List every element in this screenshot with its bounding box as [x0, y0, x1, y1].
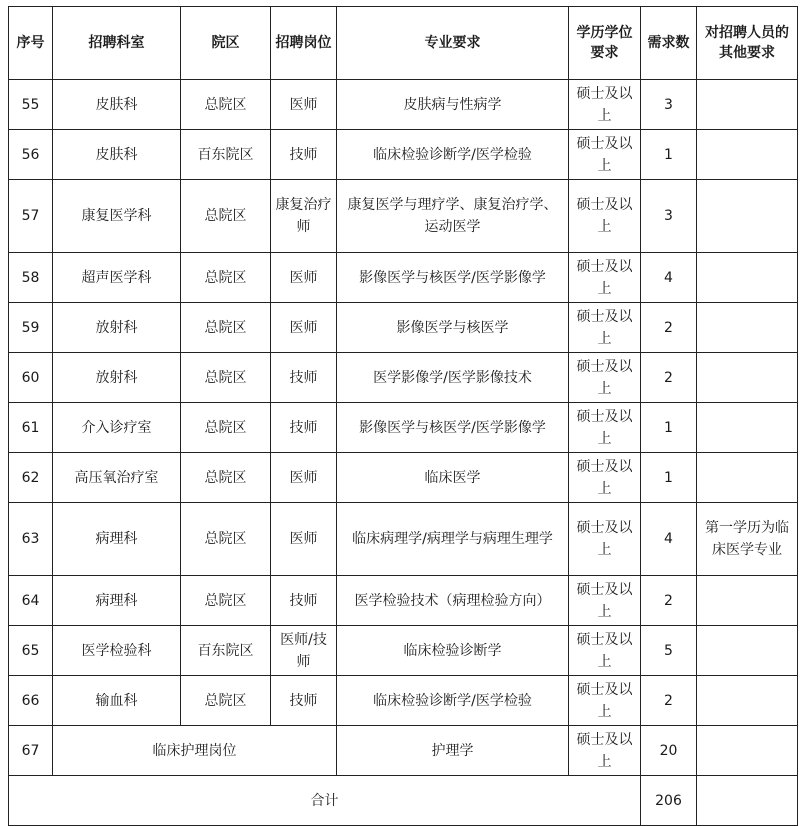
cell-dept: 病理科	[53, 576, 181, 626]
cell-degree: 硕士及以上	[569, 353, 641, 403]
header-degree: 学历学位要求	[569, 7, 641, 80]
cell-count: 5	[641, 626, 697, 676]
total-row	[9, 776, 798, 826]
cell-post: 医师	[271, 303, 337, 353]
cell-post: 医师/技师	[271, 626, 337, 676]
cell-major: 护理学	[337, 726, 569, 776]
cell-count: 2	[641, 353, 697, 403]
cell-seq: 61	[9, 403, 53, 453]
cell-campus: 总院区	[181, 253, 271, 303]
cell-degree: 硕士及以上	[569, 303, 641, 353]
cell-seq: 57	[9, 180, 53, 253]
cell-other	[697, 80, 798, 130]
cell-other	[697, 626, 798, 676]
cell-count: 4	[641, 253, 697, 303]
cell-seq: 59	[9, 303, 53, 353]
cell-post: 医师	[271, 253, 337, 303]
cell-dept: 放射科	[53, 353, 181, 403]
cell-degree: 硕士及以上	[569, 676, 641, 726]
cell-dept: 超声医学科	[53, 253, 181, 303]
cell-post: 医师	[271, 80, 337, 130]
cell-major: 临床病理学/病理学与病理生理学	[337, 503, 569, 576]
cell-seq: 66	[9, 676, 53, 726]
cell-dept: 输血科	[53, 676, 181, 726]
cell-count: 2	[641, 676, 697, 726]
table-row	[9, 180, 798, 253]
header-other: 对招聘人员的其他要求	[697, 7, 798, 80]
cell-major: 临床检验诊断学/医学检验	[337, 676, 569, 726]
cell-other	[697, 576, 798, 626]
cell-campus: 总院区	[181, 353, 271, 403]
cell-count: 1	[641, 130, 697, 180]
cell-seq: 64	[9, 576, 53, 626]
cell-campus: 总院区	[181, 503, 271, 576]
cell-dept: 皮肤科	[53, 130, 181, 180]
cell-campus: 百东院区	[181, 130, 271, 180]
cell-degree: 硕士及以上	[569, 403, 641, 453]
cell-major: 康复医学与理疗学、康复治疗学、运动医学	[337, 180, 569, 253]
cell-seq: 56	[9, 130, 53, 180]
cell-other	[697, 253, 798, 303]
cell-dept: 介入诊疗室	[53, 403, 181, 453]
cell-major: 皮肤病与性病学	[337, 80, 569, 130]
table-row	[9, 130, 798, 180]
cell-count: 20	[641, 726, 697, 776]
table-row	[9, 353, 798, 403]
header-post: 招聘岗位	[271, 7, 337, 80]
cell-dept: 病理科	[53, 503, 181, 576]
cell-other	[697, 303, 798, 353]
cell-post: 医师	[271, 503, 337, 576]
cell-major: 医学影像学/医学影像技术	[337, 353, 569, 403]
cell-dept: 高压氧治疗室	[53, 453, 181, 503]
table-row	[9, 453, 798, 503]
cell-campus: 总院区	[181, 303, 271, 353]
cell-count: 2	[641, 303, 697, 353]
cell-post: 医师	[271, 453, 337, 503]
table-row	[9, 503, 798, 576]
cell-major: 影像医学与核医学/医学影像学	[337, 403, 569, 453]
cell-other	[697, 130, 798, 180]
cell-dept: 皮肤科	[53, 80, 181, 130]
cell-seq: 65	[9, 626, 53, 676]
cell-seq: 63	[9, 503, 53, 576]
cell-degree: 硕士及以上	[569, 576, 641, 626]
table-row	[9, 80, 798, 130]
cell-major: 医学检验技术（病理检验方向）	[337, 576, 569, 626]
cell-campus: 总院区	[181, 453, 271, 503]
cell-degree: 硕士及以上	[569, 180, 641, 253]
cell-count: 1	[641, 403, 697, 453]
cell-post: 技师	[271, 353, 337, 403]
cell-count: 2	[641, 576, 697, 626]
cell-campus: 总院区	[181, 676, 271, 726]
cell-post: 技师	[271, 130, 337, 180]
header-count: 需求数	[641, 7, 697, 80]
cell-post: 技师	[271, 403, 337, 453]
cell-major: 临床检验诊断学/医学检验	[337, 130, 569, 180]
cell-count: 4	[641, 503, 697, 576]
cell-major: 临床医学	[337, 453, 569, 503]
cell-other	[697, 726, 798, 776]
cell-other	[697, 180, 798, 253]
cell-campus: 总院区	[181, 180, 271, 253]
header-major: 专业要求	[337, 7, 569, 80]
cell-degree: 硕士及以上	[569, 80, 641, 130]
cell-other	[697, 453, 798, 503]
cell-degree: 硕士及以上	[569, 253, 641, 303]
table-row	[9, 303, 798, 353]
table-row	[9, 403, 798, 453]
cell-other	[697, 353, 798, 403]
table-row	[9, 676, 798, 726]
recruitment-table	[8, 6, 798, 826]
cell-other: 第一学历为临床医学专业	[697, 503, 798, 576]
total-other	[697, 776, 798, 826]
total-count: 206	[641, 776, 697, 826]
cell-dept: 康复医学科	[53, 180, 181, 253]
cell-major: 影像医学与核医学	[337, 303, 569, 353]
cell-post: 技师	[271, 576, 337, 626]
table-row	[9, 626, 798, 676]
cell-post: 技师	[271, 676, 337, 726]
header-dept: 招聘科室	[53, 7, 181, 80]
cell-count: 1	[641, 453, 697, 503]
table-row	[9, 576, 798, 626]
cell-other	[697, 403, 798, 453]
header-seq: 序号	[9, 7, 53, 80]
cell-seq: 67	[9, 726, 53, 776]
cell-degree: 硕士及以上	[569, 503, 641, 576]
table-row	[9, 253, 798, 303]
table-row	[9, 726, 798, 776]
cell-major: 临床检验诊断学	[337, 626, 569, 676]
cell-dept: 医学检验科	[53, 626, 181, 676]
cell-seq: 62	[9, 453, 53, 503]
cell-degree: 硕士及以上	[569, 453, 641, 503]
cell-count: 3	[641, 180, 697, 253]
header-row	[9, 7, 798, 80]
cell-seq: 55	[9, 80, 53, 130]
cell-campus: 总院区	[181, 576, 271, 626]
cell-dept-merged: 临床护理岗位	[53, 726, 337, 776]
cell-degree: 硕士及以上	[569, 726, 641, 776]
cell-dept: 放射科	[53, 303, 181, 353]
cell-count: 3	[641, 80, 697, 130]
cell-major: 影像医学与核医学/医学影像学	[337, 253, 569, 303]
cell-degree: 硕士及以上	[569, 626, 641, 676]
cell-campus: 总院区	[181, 80, 271, 130]
cell-other	[697, 676, 798, 726]
cell-campus: 总院区	[181, 403, 271, 453]
header-campus: 院区	[181, 7, 271, 80]
cell-seq: 60	[9, 353, 53, 403]
cell-post: 康复治疗师	[271, 180, 337, 253]
cell-seq: 58	[9, 253, 53, 303]
cell-campus: 百东院区	[181, 626, 271, 676]
total-label: 合计	[9, 776, 641, 826]
cell-degree: 硕士及以上	[569, 130, 641, 180]
